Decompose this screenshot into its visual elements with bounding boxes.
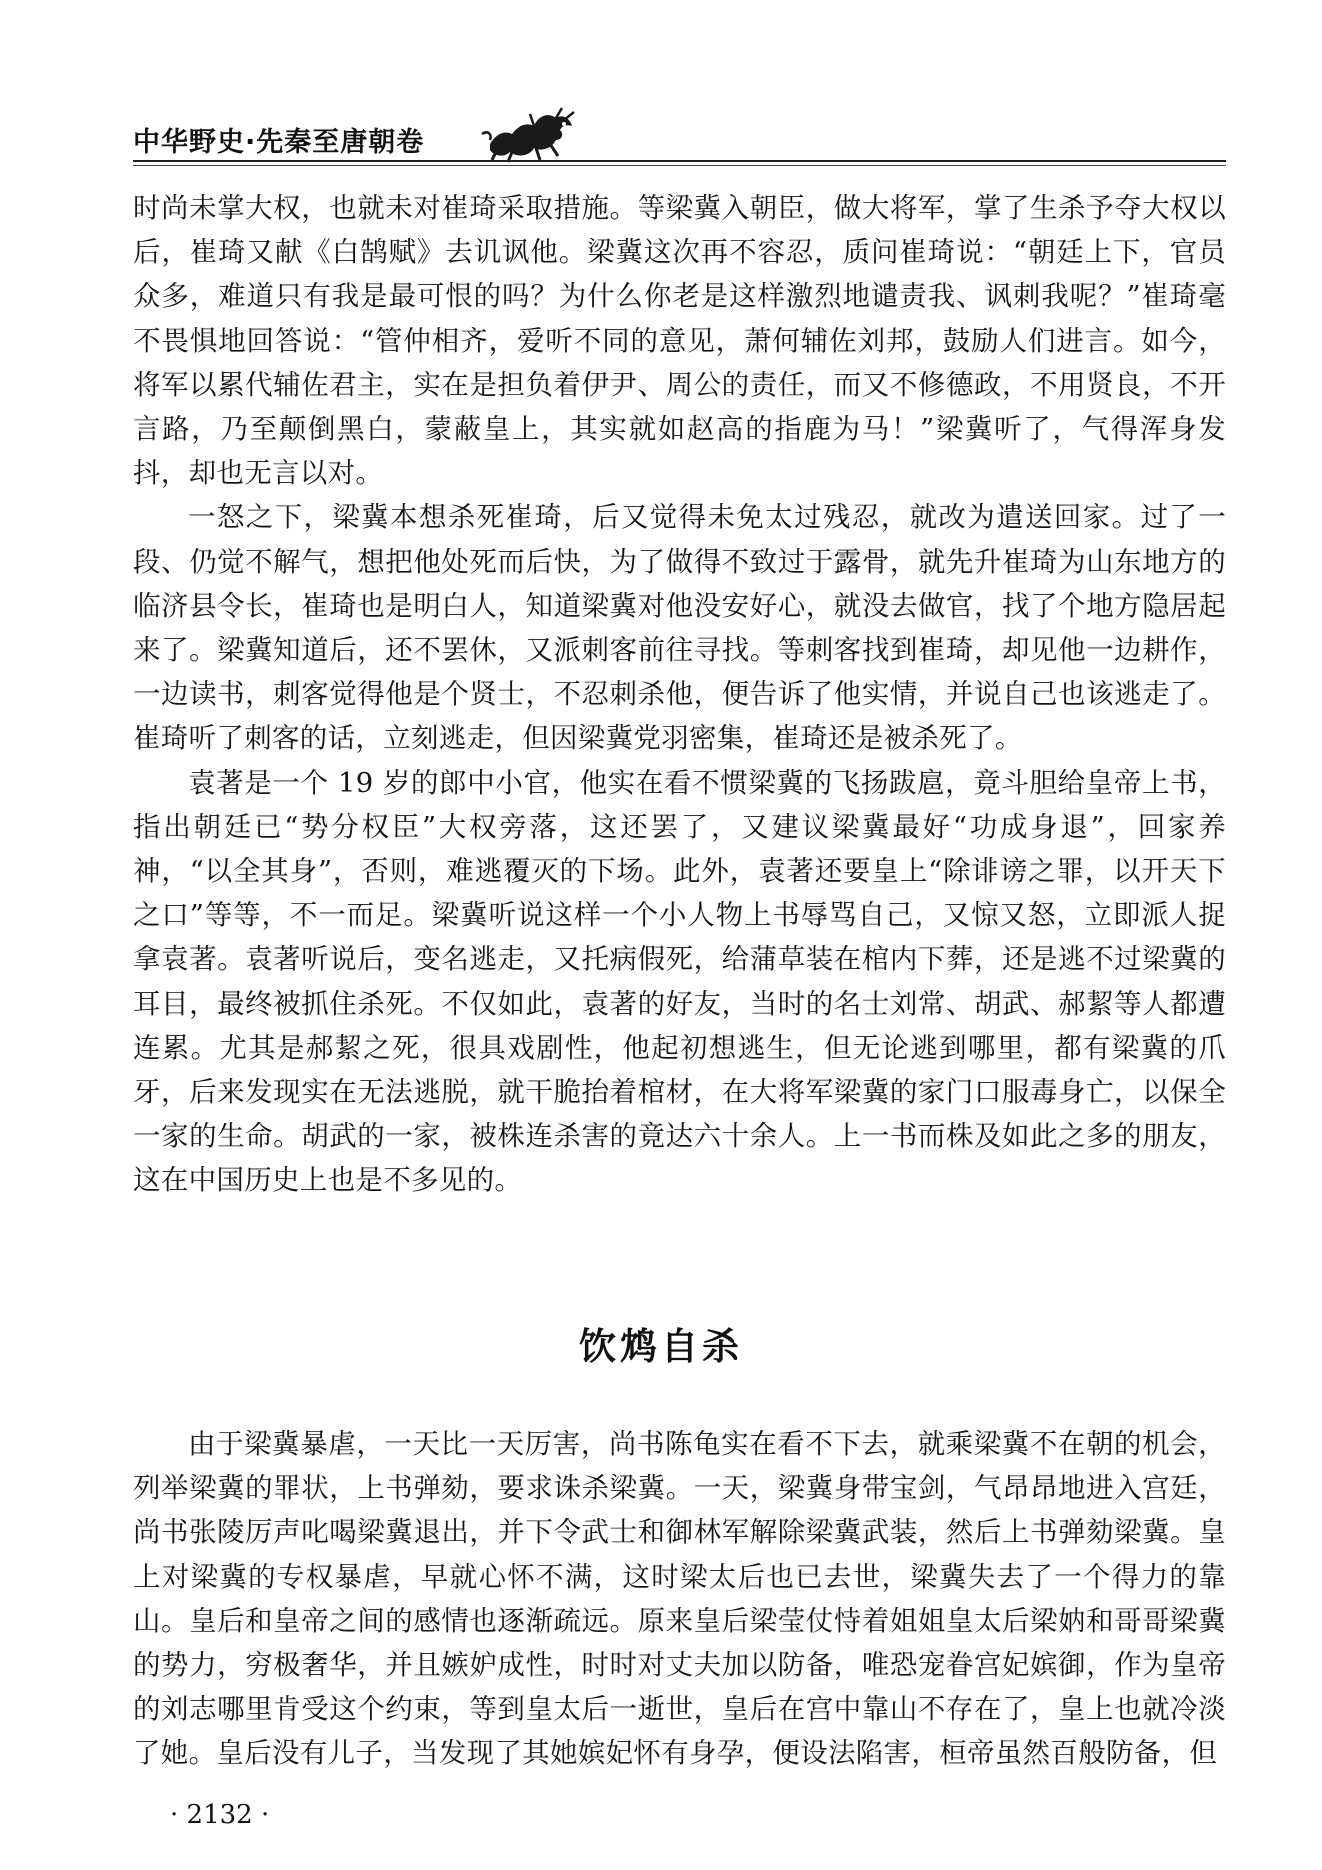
paragraph: 由于梁冀暴虐，一天比一天厉害，尚书陈龟实在看不下去，就乘梁冀不在朝的机会，列举梁冀的罪状，上书弹劾，要求诛杀梁冀。一天，梁冀身带宝剑，气昂昂地进入宫廷，尚书张陵厉声叱喝梁冀退出，并下令武士和御林军解除梁冀武装，然后上书弹劾梁冀。皇上对梁冀的专权暴虐，早就心怀不满，这时梁太后也已去世，梁冀失去了一个得力的靠山。皇后和皇帝之间的感情也逐渐疏远。原来皇后梁莹仗恃着姐姐皇太后梁妠和哥哥梁冀的势力，穷极奢华，并且嫉妒成性，时时对丈夫加以防备，唯恐宠眷宫妃嫔御，作为皇帝的刘志哪里肯受这个约束，等到皇太后一逝世，皇后在宫中靠山不存在了，皇上也就冷淡了她。皇后没有儿子，当发现了其她嫔妃怀有身孕，便设法陷害，桓帝虽然百般防备，但 [133, 1428, 1226, 1770]
body-text-bottom [133, 1422, 1226, 1776]
paragraph: 一怒之下，梁冀本想杀死崔琦，后又觉得未免太过残忍，就改为遣送回家。过了一段、仍觉不解气，想把他处死而后快，为了做得不致过于露骨，就先升崔琦为山东地方的临济县令长，崔琦也是明白人，知道梁冀对他没安好心，就没去做官，找了个地方隐居起来了。梁冀知道后，还不罢休，又派刺客前往寻找。等刺客找到崔琦，却见他一边耕作，一边读书，刺客觉得他是个贤士，不忍刺杀他，便告诉了他实情，并说自己也该逃走了。崔琦听了刺客的话，立刻逃走，但因梁冀党羽密集，崔琦还是被杀死了。 [133, 501, 1226, 755]
page-number: · 2132 · [170, 1800, 270, 1830]
header-rule [133, 160, 1226, 162]
book-title: 中华野史·先秦至唐朝卷 [133, 127, 425, 158]
section-title: 饮鸩自杀 [579, 1325, 743, 1368]
paragraph: 袁著是一个 19 岁的郎中小官，他实在看不惯梁冀的飞扬跋扈，竟斗胆给皇帝上书，指出朝廷已“势分权臣”大权旁落，这还罢了，又建议梁冀最好“功成身退”，回家养神，“以全其身”，否则，难逃覆灭的下场。此外，袁著还要皇上“除诽谤之罪，以开天下之口”等等，不一而足。梁冀听说这样一个小人物上书辱骂自己，又惊又怒，立即派人捉拿袁著。袁著听说后，变名逃走，又托病假死，给蒲草装在棺内下葬，还是逃不过梁冀的耳目，最终被抓住杀死。不仅如此，袁著的好友，当时的名士刘常、胡武、郝絜等人都遭连累。尤其是郝絜之死，很具戏剧性，他起初想逃生，但无论逃到哪里，都有梁冀的爪牙，后来发现实在无法逃脱，就干脆抬着棺材，在大将军梁冀的家门口服毒身亡，以保全一家的生命。胡武的一家，被株连杀害的竟达六十余人。上一书而株及如此之多的朋友，这在中国历史上也是不多见的。 [133, 766, 1226, 1197]
paragraph: 时尚未掌大权，也就未对崔琦采取措施。等梁冀入朝臣，做大将军，掌了生杀予夺大权以后，崔琦又献《白鹄赋》去讥讽他。梁冀这次再不容忍，质问崔琦说：“朝廷上下，官员众多，难道只有我是最可恨的吗？为什么你老是这样激烈地谴责我、讽刺我呢？”崔琦毫不畏惧地回答说：“管仲相齐，爱听不同的意见，萧何辅佐刘邦，鼓励人们进言。如今，将军以累代辅佐君主，实在是担负着伊尹、周公的责任，而又不修德政，不用贤良，不开言路，乃至颠倒黑白，蒙蔽皇上，其实就如赵高的指鹿为马！”梁冀听了，气得浑身发抖，却也无言以对。 [133, 192, 1226, 490]
body-text-top [133, 186, 1226, 1203]
dragon-emblem-icon [478, 104, 578, 166]
header-rule-thin [133, 165, 1226, 166]
running-header [133, 104, 1226, 174]
